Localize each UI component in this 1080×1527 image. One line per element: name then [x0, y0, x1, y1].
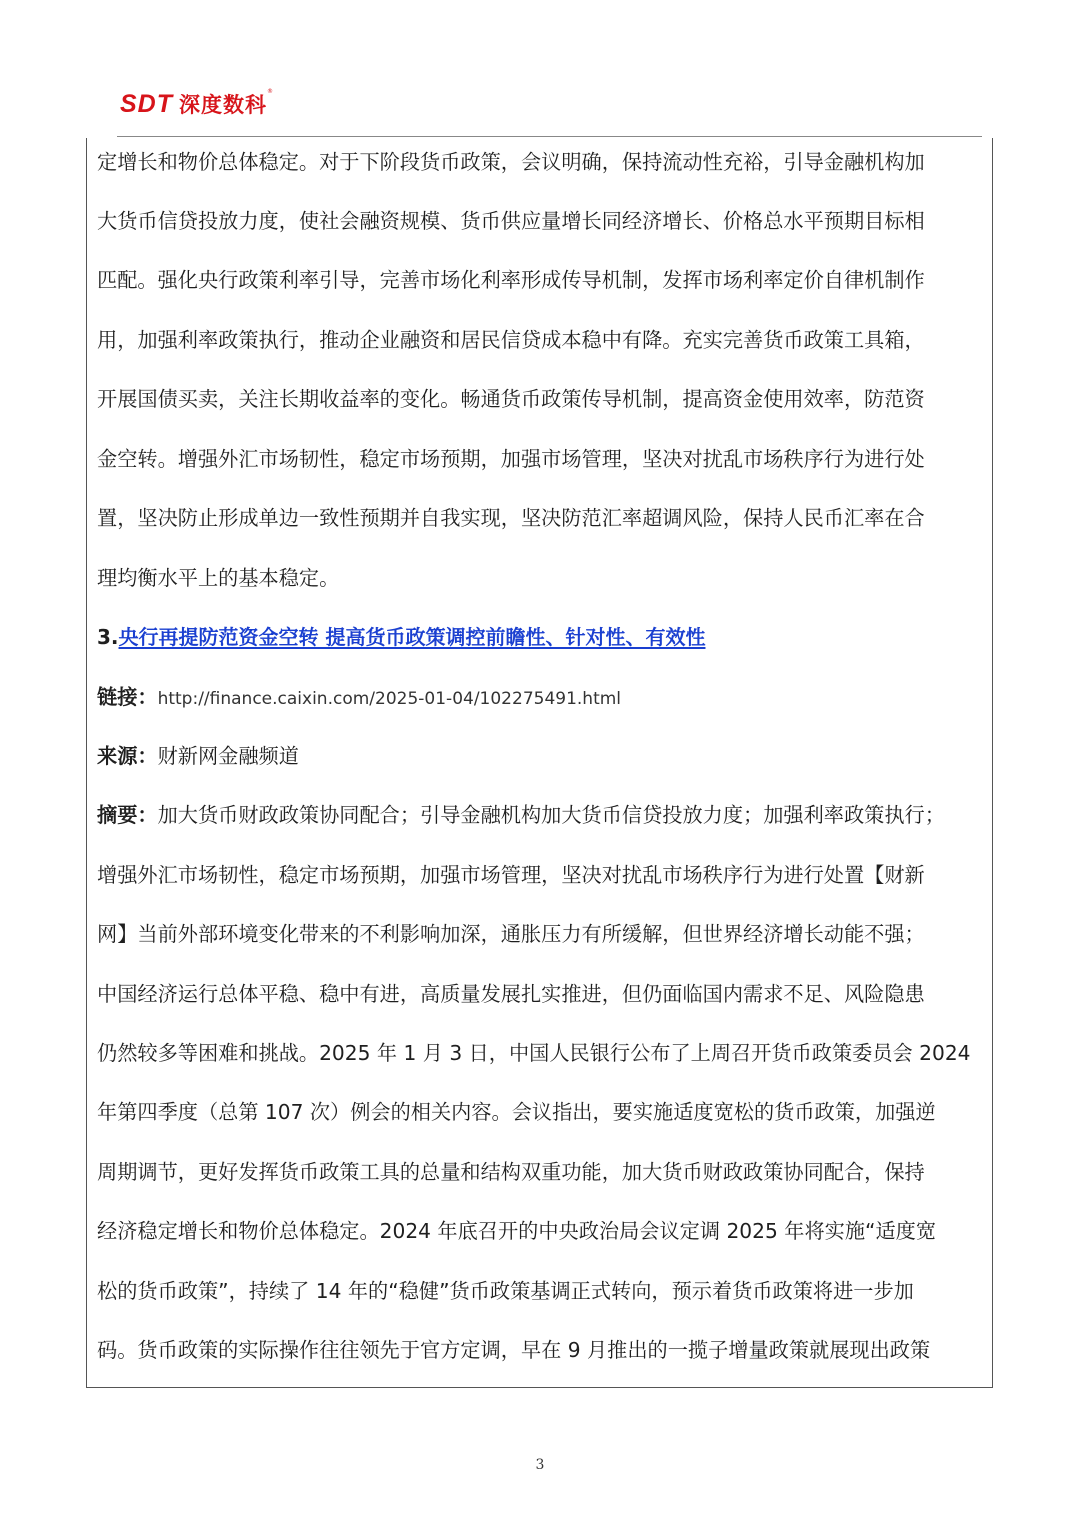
logo-trademark: ® — [267, 88, 273, 95]
summary-line: 仍然较多等困难和挑战。2025 年 1 月 3 日，中国人民银行公布了上周召开货币政策委员会 2024 — [97, 1041, 971, 1065]
paragraph-line: 匹配。强化央行政策利率引导，完善市场化利率形成传导机制，发挥市场利率定价自律机制作 — [97, 268, 925, 292]
summary-line: 松的货币政策”，持续了 14 年的“稳健”货币政策基调正式转向，预示着货币政策将进一步加 — [97, 1279, 914, 1303]
summary-label: 摘要： — [97, 803, 158, 827]
summary-row — [97, 800, 987, 830]
header-divider — [117, 136, 982, 137]
paragraph-line: 大货币信贷投放力度，使社会融资规模、货币供应量增长同经济增长、价格总水平预期目标相 — [97, 209, 925, 233]
logo-text: 深度数科 — [179, 93, 267, 117]
summary-line: 增强外汇市场韧性，稳定市场预期，加强市场管理，坚决对扰乱市场秩序行为进行处置【财新 — [97, 863, 925, 887]
summary-line: 网】当前外部环境变化带来的不利影响加深，通胀压力有所缓解，但世界经济增长动能不强； — [97, 922, 925, 946]
summary-line: 年第四季度（总第 107 次）例会的相关内容。会议指出，要实施适度宽松的货币政策，加强逆 — [97, 1100, 936, 1124]
paragraph-line: 金空转。增强外汇市场韧性，稳定市场预期，加强市场管理，坚决对扰乱市场秩序行为进行处 — [97, 447, 925, 471]
link-row — [97, 682, 987, 712]
article-title-link[interactable]: 央行再提防范资金空转 提高货币政策调控前瞻性、针对性、有效性 — [118, 625, 706, 649]
summary-text: 加大货币财政政策协同配合；引导金融机构加大货币信贷投放力度；加强利率政策执行； — [157, 803, 945, 827]
source-value: 财新网金融频道 — [157, 744, 299, 768]
company-logo — [120, 88, 273, 120]
link-label: 链接： — [97, 685, 158, 709]
summary-line: 中国经济运行总体平稳、稳中有进，高质量发展扎实推进，但仍面临国内需求不足、风险隐患 — [97, 982, 925, 1006]
article-heading — [97, 622, 987, 652]
source-row — [97, 741, 987, 771]
source-label: 来源： — [97, 744, 158, 768]
paragraph-line: 用，加强利率政策执行，推动企业融资和居民信贷成本稳中有降。充实完善货币政策工具箱， — [97, 328, 925, 352]
summary-line: 周期调节，更好发挥货币政策工具的总量和结构双重功能，加大货币财政政策协同配合，保持 — [97, 1160, 925, 1184]
summary-line: 码。货币政策的实际操作往往领先于官方定调，早在 9 月推出的一揽子增量政策就展现出政策 — [97, 1338, 931, 1362]
paragraph-line: 置，坚决防止形成单边一致性预期并自我实现，坚决防范汇率超调风险，保持人民币汇率在合 — [97, 506, 925, 530]
paragraph-line: 开展国债买卖，关注长期收益率的变化。畅通货币政策传导机制，提高资金使用效率，防范资 — [97, 387, 925, 411]
logo-mark: SDT — [120, 89, 173, 118]
article-number: 3. — [97, 625, 119, 649]
page-number: 3 — [535, 1457, 545, 1473]
summary-line: 经济稳定增长和物价总体稳定。2024 年底召开的中央政治局会议定调 2025 年将实施“适度宽 — [97, 1219, 937, 1243]
paragraph-line: 理均衡水平上的基本稳定。 — [97, 566, 340, 590]
paragraph-line: 定增长和物价总体稳定。对于下阶段货币政策，会议明确，保持流动性充裕，引导金融机构加 — [97, 150, 925, 174]
link-url[interactable]: http://finance.caixin.com/2025-01-04/102275491.html — [157, 689, 622, 709]
